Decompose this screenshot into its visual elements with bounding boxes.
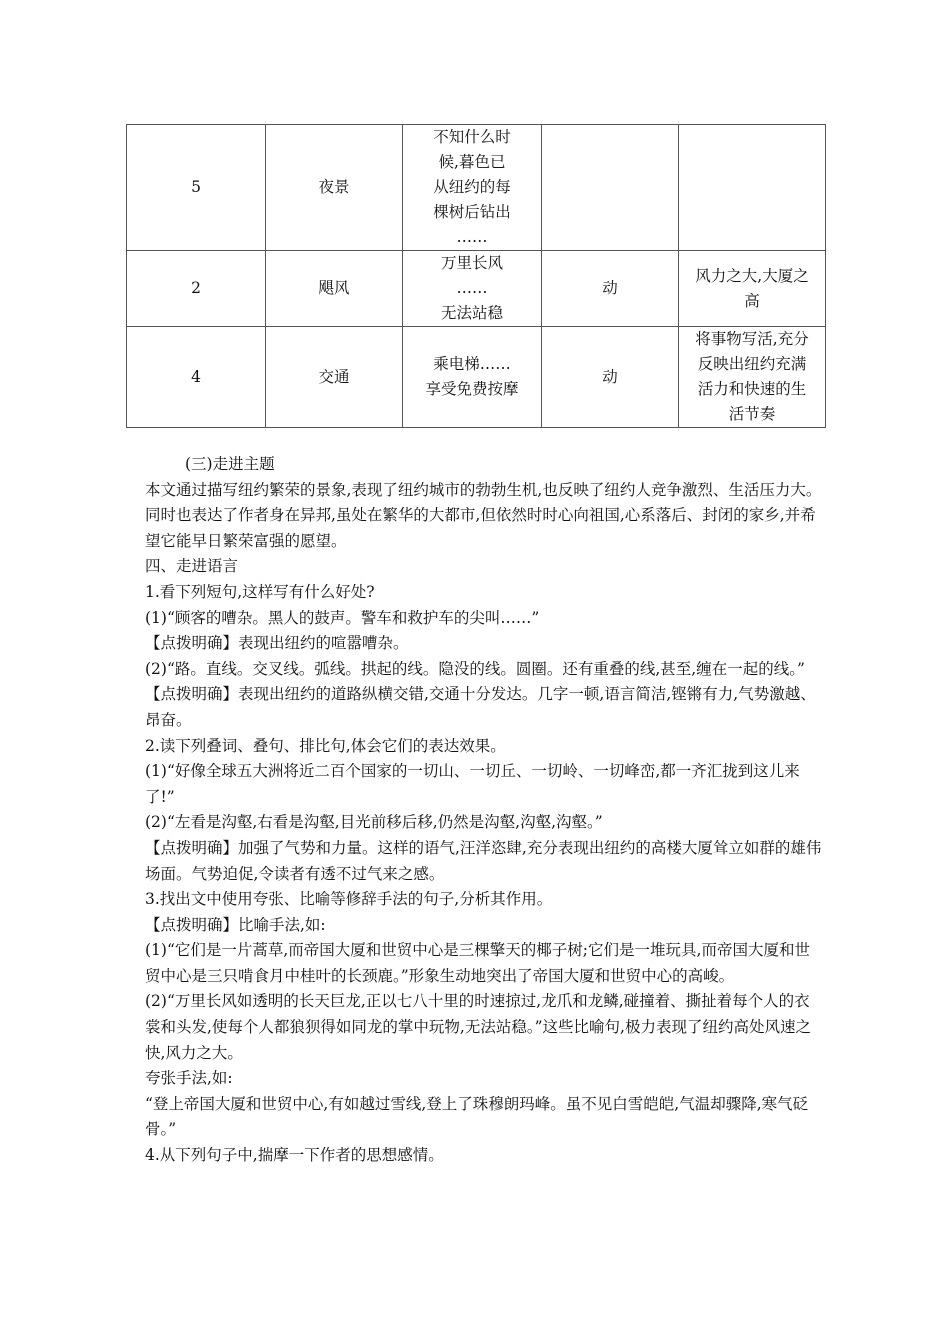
paragraph: 【点拨明确】比喻手法,如:	[145, 915, 326, 934]
quote-line: 不知什么时	[433, 128, 511, 146]
quote-cell	[403, 125, 542, 251]
quote-line: 棵树后钻出	[433, 203, 511, 221]
paragraph: 【点拨明确】表现出纽约的喧嚣嘈杂。	[145, 634, 409, 653]
effect-line: 风力之大,大厦之	[695, 266, 809, 285]
body-text	[145, 452, 825, 1169]
effect-cell	[679, 125, 826, 251]
effect-line: 将事物写活,充分	[695, 330, 809, 348]
quote-line: 从纽约的每	[433, 178, 511, 196]
scene-cell: 夜景	[266, 125, 403, 251]
quote-line: ……	[456, 228, 488, 246]
paragraph: (1)“它们是一片蒿草,而帝国大厦和世贸中心是三棵擎天的椰子树;它们是一堆玩具,而帝国大厦和世贸中心是三只啃食月中桂叶的长颈鹿。”形象生动地突出了帝国大厦和世贸中心的高峻。	[145, 941, 810, 985]
paragraph: (1)“好像全球五大洲将近二百个国家的一切山、一切丘、一切岭、一切峰峦,都一齐汇拢到这儿来了!”	[145, 762, 800, 806]
question: 1.看下列短句,这样写有什么好处?	[145, 582, 375, 601]
section-heading: 四、走进语言	[145, 557, 239, 576]
question: 3.找出文中使用夸张、比喻等修辞手法的句子,分析其作用。	[145, 890, 553, 909]
rhetoric-table	[126, 124, 826, 428]
quote-line: 享受免费按摩	[425, 380, 519, 398]
table-row	[127, 251, 826, 327]
paragraph: 【点拨明确】加强了气势和力量。这样的语气,汪洋恣肆,充分表现出纽约的高楼大厦耸立如群的雄伟场面。气势迫促,令读者有透不过气来之感。	[145, 838, 822, 883]
row-number: 4	[127, 327, 266, 428]
type-cell: 动	[542, 327, 679, 428]
row-number: 2	[127, 251, 266, 327]
effect-cell	[679, 251, 826, 327]
paragraph: 夸张手法,如:	[145, 1069, 233, 1088]
section-heading: (三)走进主题	[185, 455, 275, 473]
row-number: 5	[127, 125, 266, 251]
quote-line: 万里长风	[440, 254, 503, 272]
paragraph: 【点拨明确】表现出纽约的道路纵横交错,交通十分发达。几字一顿,语言简洁,铿锵有力,气势激越、昂奋。	[145, 685, 816, 729]
question: 2.读下列叠词、叠句、排比句,体会它们的表达效果。	[145, 736, 506, 755]
quote-line: 无法站稳	[440, 304, 503, 322]
quote-cell	[403, 251, 542, 327]
paragraph: (2)“左看是沟壑,右看是沟壑,目光前移后移,仍然是沟壑,沟壑,沟壑。”	[145, 813, 603, 832]
effect-line: 活力和快速的生	[697, 380, 807, 398]
quote-cell	[403, 327, 542, 428]
paragraph: (2)“万里长风如透明的长天巨龙,正以七八十里的时速掠过,龙爪和龙鳞,碰撞着、撕扯着每个人的衣裳和头发,使每个人都狼狈得如同龙的掌中玩物,无法站稳。”这些比喻句,极力表现了纽约高处风速之快,风力之大。	[145, 992, 811, 1062]
paragraph: “登上帝国大厦和世贸中心,有如越过雪线,登上了珠穆朗玛峰。虽不见白雪皑皑,气温却骤降,寒气砭骨。”	[145, 1094, 809, 1139]
type-cell	[542, 125, 679, 251]
table-row	[127, 125, 826, 251]
effect-line: 活节奏	[728, 405, 776, 423]
table-row	[127, 327, 826, 428]
quote-line: ……	[456, 279, 488, 297]
scene-cell: 交通	[266, 327, 403, 428]
paragraph: (1)“顾客的嘈杂。黑人的鼓声。警车和救护车的尖叫……”	[145, 608, 540, 627]
quote-line: 候,暮色已	[438, 153, 506, 171]
effect-line: 反映出纽约充满	[697, 355, 807, 373]
paragraph: (2)“路。直线。交叉线。弧线。拱起的线。隐没的线。圆圈。还有重叠的线,甚至,缠在一起的线。”	[145, 659, 805, 678]
paragraph: 本文通过描写纽约繁荣的景象,表现了纽约城市的勃勃生机,也反映了纽约人竞争激烈、生活压力大。同时也表达了作者身在异邦,虽处在繁华的大都市,但依然时时心向祖国,心系落后、封闭的家乡,并希望它能早日繁荣富强的愿望。	[145, 480, 822, 550]
question: 4.从下列句子中,揣摩一下作者的思想感情。	[145, 1146, 444, 1165]
quote-line: 乘电梯……	[433, 355, 511, 373]
effect-cell	[679, 327, 826, 428]
scene-cell: 飓风	[266, 251, 403, 327]
type-cell: 动	[542, 251, 679, 327]
effect-line: 高	[744, 291, 760, 310]
